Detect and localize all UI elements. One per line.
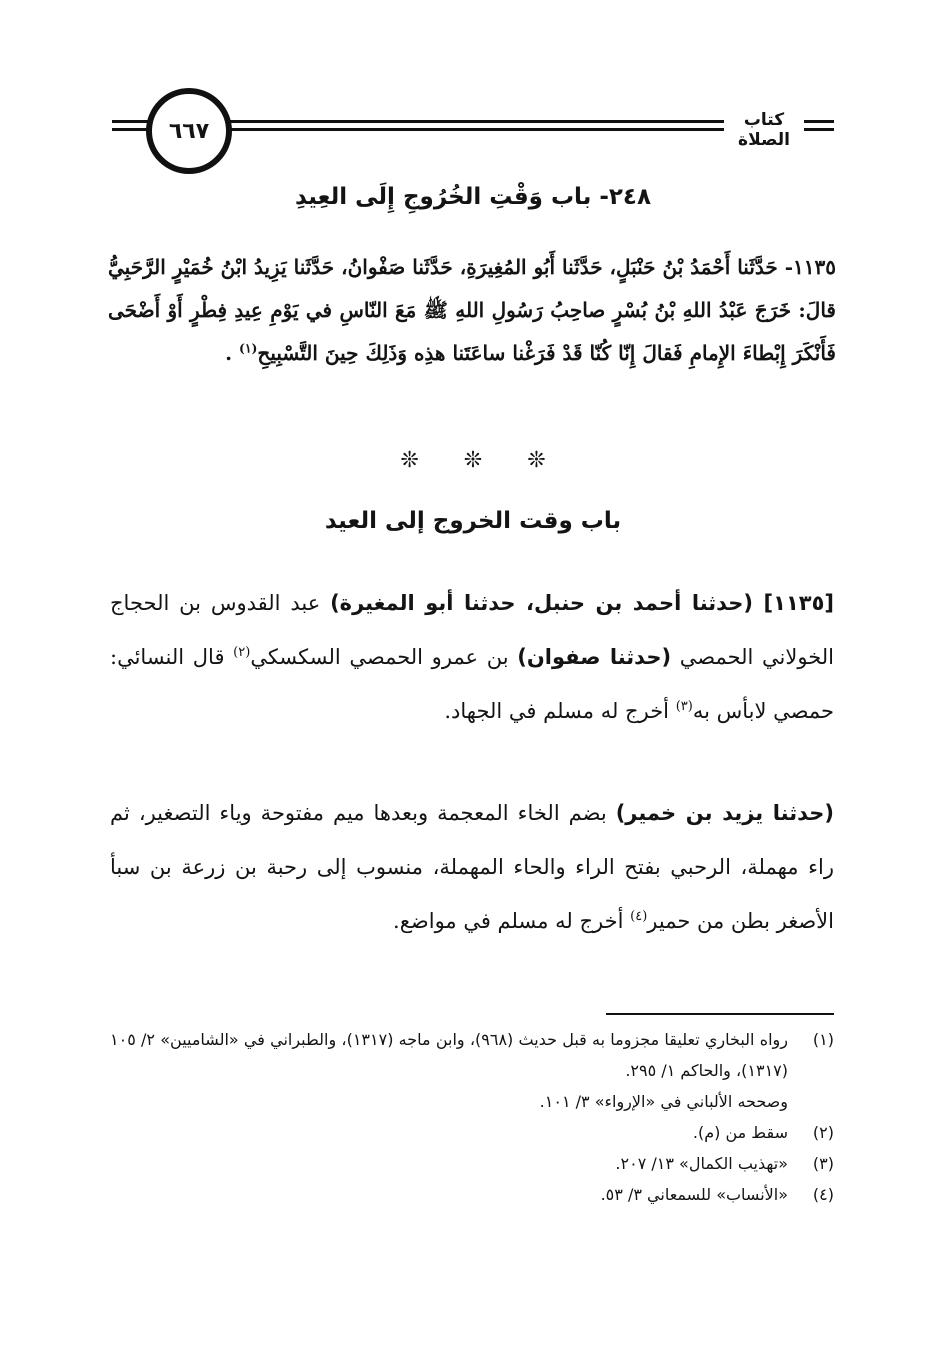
commentary-text: بن عمرو الحمصي السكسكي	[250, 645, 518, 669]
footnote	[110, 1117, 834, 1148]
commentary-text: أخرج له مسلم في الجهاد.	[444, 699, 676, 723]
book-title: كتاب الصلاة	[724, 110, 804, 150]
header-rule	[802, 128, 834, 131]
quoted-narrator: (حدثنا يزيد بن خمير)	[615, 801, 835, 825]
commentary-heading: باب وقت الخروج إلى العيد	[324, 508, 622, 534]
footnote	[110, 1148, 834, 1179]
footnote-divider	[606, 1013, 834, 1015]
footnote-ref: (٤)	[630, 909, 648, 924]
page-number-badge	[146, 88, 232, 174]
page-header	[112, 88, 834, 174]
header-rule	[212, 120, 727, 123]
footnote-number: (١)	[812, 1030, 834, 1049]
quoted-narrator: (حدثنا صفوان)	[517, 645, 672, 669]
footnote-line: وصححه الألباني في «الإرواء» ٣/ ١٠١.	[539, 1092, 788, 1111]
footnote-ref: (١)	[239, 340, 258, 356]
footnote-text	[110, 1024, 788, 1117]
footnote-text: «تهذيب الكمال» ١٣/ ٢٠٧.	[615, 1154, 788, 1173]
quoted-narrator: [١١٣٥] (حدثنا أحمد بن حنبل، حدثنا أبو المغيرة)	[330, 591, 835, 615]
footnote-number: (٢)	[812, 1123, 834, 1142]
hadith-text: ١١٣٥- حَدَّثَنا أَحْمَدُ بْنُ حَنْبَلٍ، حَدَّثَنا أَبُو المُغِيرَةِ، حَدَّثَنا صَفْوانُ، حَدَّثَنا يَزِيدُ ابْنُ خُمَيْرٍ الرَّحَبِيُّ قالَ: خَرَجَ عَبْدُ اللهِ بْنُ بُسْرٍ صاحِبُ رَسُولِ اللهِ ﷺ مَعَ النّاسِ في يَوْمِ عِيدِ فِطْرٍ أَوْ أَضْحَى فَأَنْكَرَ إِبْطاءَ الإِمامِ فَقالَ إِنّا كُنّا قَدْ فَرَغْنا ساعَتَنا هذِه وَذَلِكَ حِينَ التَّسْبِيحِ$^{(١)}$ .	[108, 255, 836, 365]
commentary-text: بضم الخاء المعجمة وبعدها ميم مفتوحة وياء التصغير، ثم راء مهملة، الرحبي بفتح الراء والحاء المهملة، منسوب إلى رحبة بن زرعة بن سبأ الأصغر بطن من حمير	[110, 801, 834, 933]
page-number: ٦٦٧	[168, 118, 210, 144]
hadith-body: ١١٣٥- حَدَّثَنا أَحْمَدُ بْنُ حَنْبَلٍ، حَدَّثَنا أَبُو المُغِيرَةِ، حَدَّثَنا صَفْوانُ، حَدَّثَنا يَزِيدُ ابْنُ خُمَيْرٍ الرَّحَبِيُّ قالَ: خَرَجَ عَبْدُ اللهِ بْنُ بُسْرٍ صاحِبُ رَسُولِ اللهِ ﷺ مَعَ النّاسِ في يَوْمِ عِيدِ فِطْرٍ أَوْ أَضْحَى فَأَنْكَرَ إِبْطاءَ الإِمامِ فَقالَ إِنّا كُنّا قَدْ فَرَغْنا ساعَتَنا هذِه وَذَلِكَ حِينَ التَّسْبِيحِ	[108, 255, 836, 365]
footnote-ref: (٣)	[675, 699, 693, 714]
footnote	[110, 1024, 834, 1117]
commentary-text: أخرج له مسلم في مواضع.	[393, 909, 631, 933]
commentary-paragraph	[110, 576, 834, 738]
footnote-text: «الأنساب» للسمعاني ٣/ ٥٣.	[600, 1185, 788, 1204]
footnote-text: سقط من (م).	[692, 1123, 788, 1142]
footnote-number: (٣)	[812, 1154, 834, 1173]
commentary-paragraph	[110, 786, 834, 948]
chapter-heading: ٢٤٨- باب وَقْتِ الخُرُوجِ إِلَى العِيدِ	[294, 184, 652, 210]
footnotes	[110, 1024, 834, 1210]
commentary-text: قال النسائي: حمصي لابأس به	[110, 645, 834, 723]
header-rule	[212, 128, 727, 131]
footnote-ref: (٢)	[233, 645, 251, 660]
section-separator: ❊ ❊ ❊	[400, 448, 546, 473]
footnote	[110, 1179, 834, 1210]
footnote-number: (٤)	[812, 1185, 834, 1204]
commentary-text: عبد القدوس بن الحجاج الخولاني الحمصي	[110, 591, 834, 669]
header-rule	[802, 120, 834, 123]
footnote-line: رواه البخاري تعليقا مجزوما به قبل حديث (٩٦٨)، وابن ماجه (١٣١٧)، والطبراني في «الشاميين» ٢/ ١٠٥ (١٣١٧)، والحاكم ١/ ٢٩٥.	[110, 1030, 789, 1080]
